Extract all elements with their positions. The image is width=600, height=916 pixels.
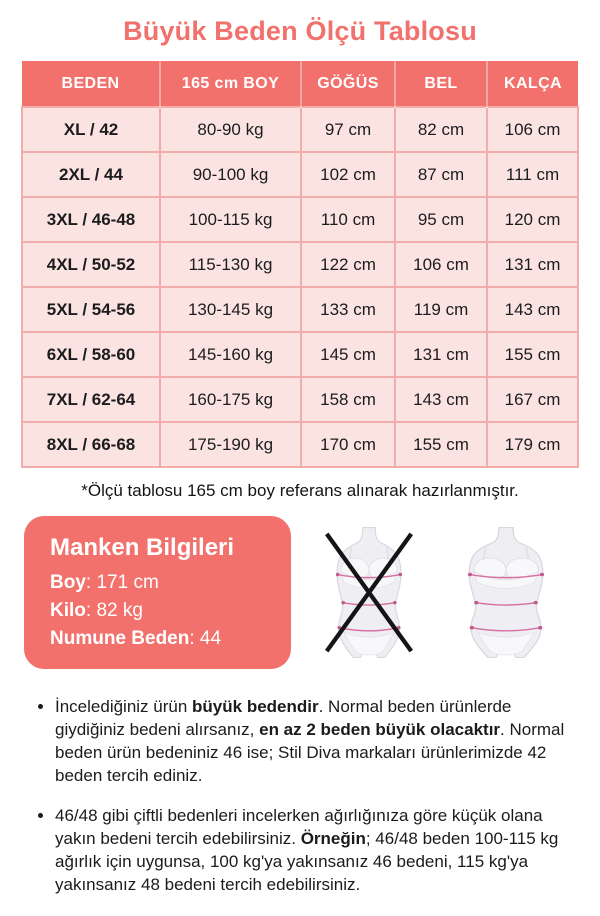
size-cell: XL / 42 [22,107,160,152]
measure-cell: 131 cm [395,332,487,377]
measure-cell: 106 cm [487,107,578,152]
measure-cell: 131 cm [487,242,578,287]
measure-cell: 160-175 kg [160,377,301,422]
measure-cell: 97 cm [301,107,395,152]
header-kalca: KALÇA [487,61,578,107]
table-row [22,287,578,332]
size-cell: 5XL / 54-56 [22,287,160,332]
measure-cell: 87 cm [395,152,487,197]
model-sample-size-line [50,628,281,650]
table-header-row [22,61,578,107]
note-item-2: • 46/48 gibi çiftli bedenleri incelerken ağırlığınıza göre küçük olana yakın bedeni tercih edebilirsiniz. Örneğin; 46/48 beden 100-115 kg ağırlık için uygunsa, 100 kg'ya yakınsanız 46 bedeni, 115 kg'ya yakınsanız 48 bedeni tercih edebilirsiniz. [55,804,574,896]
page-title: Büyük Beden Ölçü Tablosu [123,16,477,46]
notes-list [0,695,574,896]
measure-cell: 102 cm [301,152,395,197]
measure-cell: 143 cm [487,287,578,332]
size-cell: 7XL / 62-64 [22,377,160,422]
header-gogus: GÖĞÜS [301,61,395,107]
model-info-title: Manken Bilgileri [50,534,235,561]
model-weight-value: : 82 kg [85,600,143,621]
header-bel: BEL [395,61,487,107]
model-height-label: Boy [50,572,86,593]
model-height-value: : 171 cm [85,572,159,593]
footnote: *Ölçü tablosu 165 cm boy referans alınarak hazırlanmıştır. [81,481,519,500]
size-cell: 3XL / 46-48 [22,197,160,242]
model-info-section [24,516,576,669]
measure-cell: 80-90 kg [160,107,301,152]
measure-cell: 167 cm [487,377,578,422]
measure-cell: 82 cm [395,107,487,152]
table-row [22,197,578,242]
measure-cell: 145-160 kg [160,332,301,377]
header-beden: BEDEN [22,61,160,107]
note-item-1: • İncelediğiniz ürün büyük bedendir. Normal beden ürünlerde giydiğiniz bedeni alırsanız, en az 2 beden büyük olacaktır. Normal beden ürün bedeniniz 46 ise; Stil Diva markaları ürünlerimizde 42 beden tercih ediniz. [55,695,574,787]
model-info-card [24,516,291,669]
size-cell: 2XL / 44 [22,152,160,197]
measure-cell: 179 cm [487,422,578,467]
plus-size-figure-icon [452,526,560,659]
measure-cell: 143 cm [395,377,487,422]
measure-cell: 119 cm [395,287,487,332]
model-sample-size-label: Numune Beden [50,628,190,649]
size-cell: 4XL / 50-52 [22,242,160,287]
measure-cell: 110 cm [301,197,395,242]
measure-cell: 170 cm [301,422,395,467]
size-cell: 6XL / 58-60 [22,332,160,377]
model-sample-size-value: : 44 [189,628,222,649]
measure-cell: 130-145 kg [160,287,301,332]
size-table [21,61,579,468]
measure-cell: 120 cm [487,197,578,242]
measure-cell: 155 cm [395,422,487,467]
table-row [22,377,578,422]
measure-cell: 155 cm [487,332,578,377]
table-row [22,152,578,197]
table-row [22,107,578,152]
table-row [22,422,578,467]
measure-cell: 111 cm [487,152,578,197]
model-weight-label: Kilo [50,600,86,621]
table-row [22,242,578,287]
model-weight-line [50,600,281,622]
measure-cell: 106 cm [395,242,487,287]
size-cell: 8XL / 66-68 [22,422,160,467]
crossed-out-regular-figure-icon [322,526,416,659]
figure-illustrations [291,526,576,659]
measure-cell: 133 cm [301,287,395,332]
table-row [22,332,578,377]
model-height-line [50,572,281,594]
measure-cell: 115-130 kg [160,242,301,287]
measure-cell: 95 cm [395,197,487,242]
measure-cell: 100-115 kg [160,197,301,242]
size-chart-page [0,16,600,896]
header-boy: 165 cm BOY [160,61,301,107]
measure-cell: 122 cm [301,242,395,287]
measure-cell: 145 cm [301,332,395,377]
measure-cell: 158 cm [301,377,395,422]
table-body [22,107,578,467]
measure-cell: 175-190 kg [160,422,301,467]
measure-cell: 90-100 kg [160,152,301,197]
